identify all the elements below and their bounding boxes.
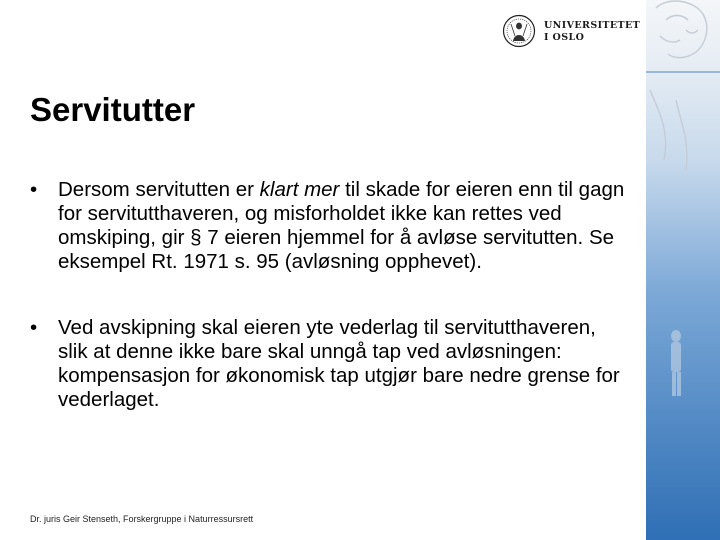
bullet-text-emphasis: klart mer (259, 178, 340, 201)
bullet-item-1 (30, 178, 630, 274)
university-name-line1: UNIVERSITETET (544, 20, 641, 31)
figure-silhouette (671, 330, 681, 396)
bullet-text: Ved avskipning skal eieren yte vederlag til servitutthaveren, slik at denne ikke bare skal unngå tap ved avløsningen: kompensasjon for økonomisk tap utgjør bare nedre grense for vederlaget. (58, 316, 620, 411)
university-name-line2: I OSLO (544, 32, 585, 43)
bullet-text-end: til skade for eieren enn til gagn for servitutthaveren, og misforholdet ikke kan rettes ved omskiping, gir § 7 eieren hjemmel for å avløse servitutten. Se eksempel Rt. 1971 s. 95 (avløsning opphevet). (58, 178, 625, 273)
bullet-marker: • (30, 178, 38, 201)
decorative-side-band (646, 0, 720, 540)
side-band-graphic (646, 0, 720, 540)
university-seal-icon (502, 14, 536, 48)
bullet-text-start: Dersom servitutten er (58, 178, 260, 201)
bullet-marker: • (30, 316, 38, 339)
footer-author: Dr. juris Geir Stenseth, Forskergruppe i Naturressursrett (30, 514, 254, 524)
university-name (544, 20, 640, 44)
slide-title: Servitutter (30, 91, 196, 128)
university-logo (502, 14, 642, 50)
bullet-text (58, 178, 624, 273)
bullet-item-2 (30, 316, 630, 412)
bullet-list (30, 178, 630, 412)
